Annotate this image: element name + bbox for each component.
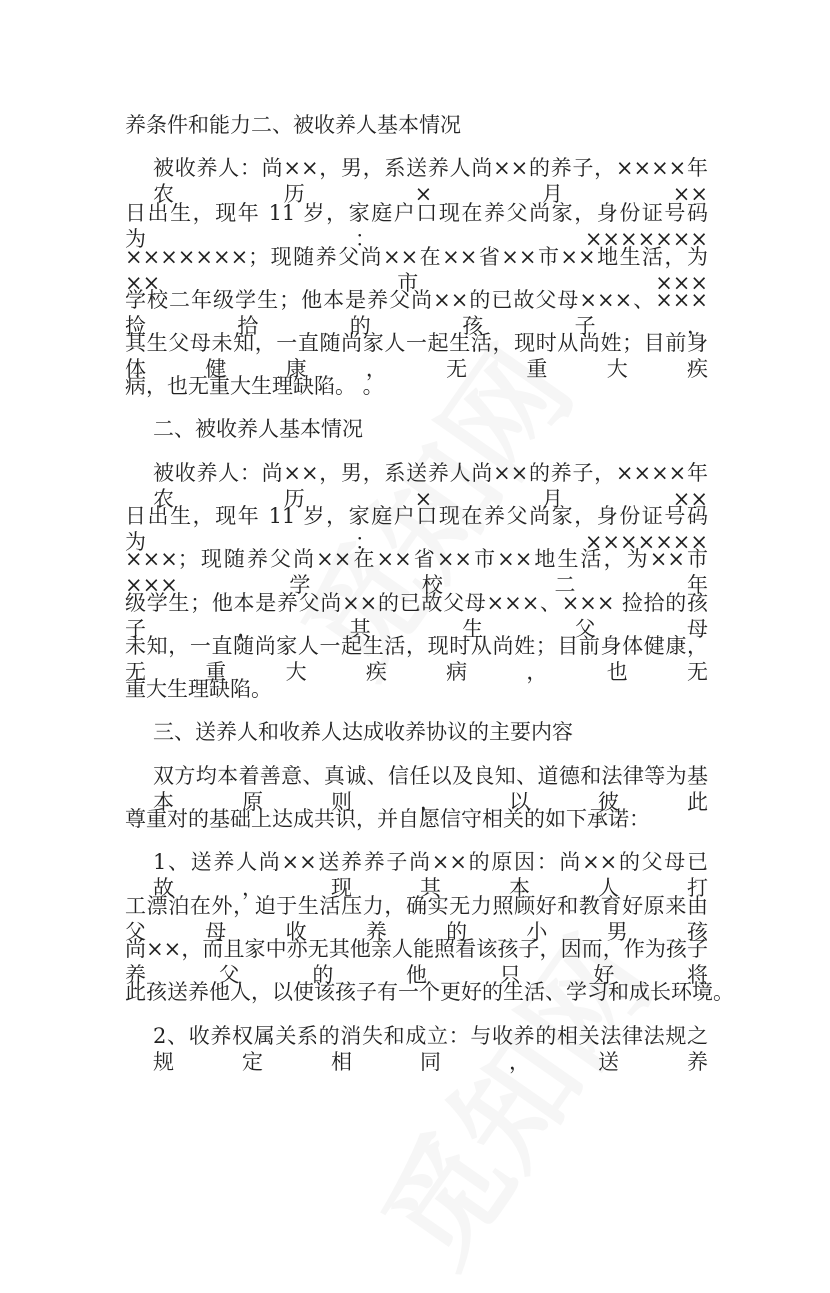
- text-line: ×××；现随养父尚××在××省××市××地生活，为××市×××学校二年: [125, 547, 708, 597]
- text-line: 重大生理缺陷。: [125, 677, 272, 701]
- text-line: 日出生，现年 11 岁，家庭户口现在养父尚家，身份证号码为：×××××××: [125, 504, 708, 554]
- text-line: 被收养人：尚××，男，系送养人尚××的养子，××××年农历×月××: [153, 156, 708, 206]
- text-line: 三、送养人和收养人达成收养协议的主要内容: [153, 720, 573, 744]
- text-line: 二、被收养人基本情况: [153, 417, 363, 441]
- text-line: 工漂泊在外，迫于生活压力，确实无力照顾好和教育好原来由父母收养的小男孩: [125, 894, 708, 944]
- text-line: 尚××，而且家中亦无其他亲人能照看该孩子，因而，作为孩子养父的他只好将: [125, 937, 708, 987]
- text-line: 学校二年级学生；他本是养父尚××的已故父母×××、××× 捡拾的孩子，: [125, 288, 708, 338]
- text-line: 未知，一直随尚家人一起生活，现时从尚姓；目前身体健康，无重大疾病，也无: [125, 634, 708, 684]
- text-line: 日出生，现年 11 岁，家庭户口现在养父尚家，身份证号码为：×××××××: [125, 201, 708, 251]
- text-line: 养条件和能力二、被收养人基本情况: [125, 113, 461, 137]
- text-line: 被收养人：尚××，男，系送养人尚××的养子，××××年农历×月××: [153, 461, 708, 511]
- text-line: ×××××××；现随养父尚××在××省××市××地生活，为××市×××: [125, 245, 708, 295]
- text-line: 此孩送养他人，以使该孩子有一个更好的生活、学习和成长环境。: [125, 980, 734, 1004]
- text-line: 1、送养人尚××送养养子尚××的原因：尚××的父母已故，现其本人打: [153, 850, 708, 900]
- text-line: 尊重对的基础上达成共识，并自愿信守相关的如下承诺：: [125, 807, 650, 831]
- text-line: 2、收养权属关系的消失和成立：与收养的相关法律法规之规定相同，送养: [153, 1024, 708, 1074]
- text-line: 双方均本着善意、真诚、信任以及良知、道德和法律等为基本原则，以彼此: [153, 764, 708, 814]
- text-line: 其生父母未知，一直随尚家人一起生活，现时从尚姓；目前身体健康，无重大疾: [125, 331, 708, 381]
- text-line: 病，也无重大生理缺陷。 。: [125, 374, 384, 398]
- text-line: 级学生；他本是养父尚××的已故父母×××、××× 捡拾的孩子，其生父母: [125, 591, 708, 641]
